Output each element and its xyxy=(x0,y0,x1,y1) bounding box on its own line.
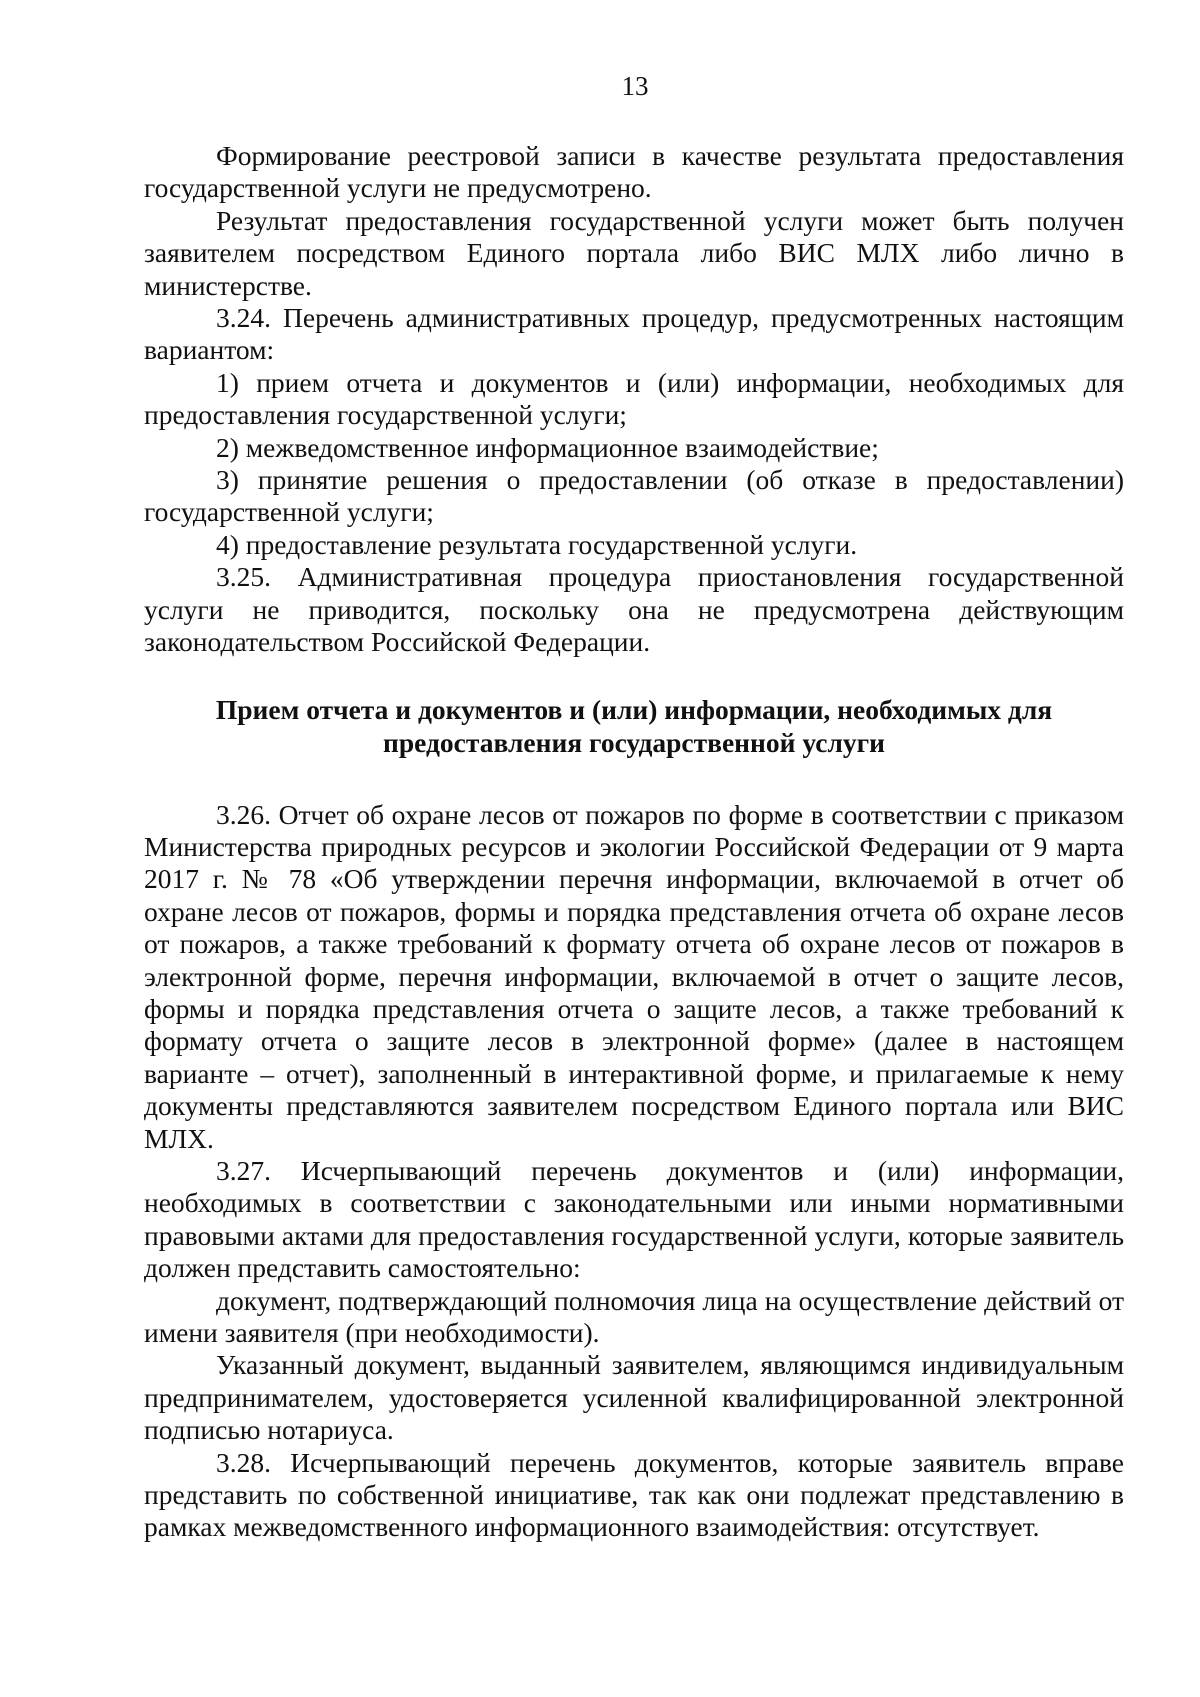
paragraph-3-28: 3.28. Исчерпывающий перечень документов, которые заявитель вправе представить по собственной инициативе, так как они подлежат представлению в рамках межведомственного информационного взаимодействия: отсутствует. xyxy=(144,1446,1124,1543)
paragraph-authority-document: документ, подтверждающий полномочия лица на осуществление действий от имени заявителя (при необходимости). xyxy=(144,1284,1124,1348)
section-heading xyxy=(144,693,1124,759)
paragraph-3-27: 3.27. Исчерпывающий перечень документов и (или) информации, необходимых в соответствии с законодательными или иными нормативными правовыми актами для предоставления государственной услуги, которые заявитель должен представить самостоятельно: xyxy=(144,1154,1124,1284)
list-item-3: 3) принятие решения о предоставлении (об отказе в предоставлении) государственной услуги; xyxy=(144,464,1124,528)
document-body xyxy=(144,140,1124,1544)
paragraph-registry-record: Формирование реестровой записи в качестве результата предоставления государственной услуги не предусмотрено. xyxy=(144,140,1124,204)
list-item-2: 2) межведомственное информационное взаимодействие; xyxy=(216,431,879,463)
paragraph-3-26: 3.26. Отчет об охране лесов от пожаров по форме в соответствии с приказом Министерства природных ресурсов и экологии Российской Федерации от 9 марта 2017 г. № 78 «Об утверждении перечня информации, включаемой в отчет об охране лесов от пожаров, формы и порядка представления отчета об охране лесов от пожаров, а также требований к формату отчета об охране лесов от пожаров в электронной форме, перечня информации, включаемой в отчет о защите лесов, формы и порядка представления отчета о защите лесов, а также требований к формату отчета о защите лесов в электронной форме» (далее в настоящем варианте – отчет), заполненный в интерактивной форме, и прилагаемые к нему документы представляются заявителем посредством Единого портала или ВИС МЛХ. xyxy=(144,798,1124,1154)
section-heading-line-1: Прием отчета и документов и (или) информации, необходимых для xyxy=(215,693,1053,725)
paragraph-notary-signature: Указанный документ, выданный заявителем, являющимся индивидуальным предпринимателем, удостоверяется усиленной квалифицированной электронной подписью нотариуса. xyxy=(144,1349,1124,1446)
list-item-4: 4) предоставление результата государственной услуги. xyxy=(216,528,858,560)
section-heading-line-2: предоставления государственной услуги xyxy=(383,726,885,758)
paragraph-3-24: 3.24. Перечень административных процедур, предусмотренных настоящим вариантом: xyxy=(144,302,1124,366)
page-number: 13 xyxy=(621,71,649,101)
paragraph-result-delivery: Результат предоставления государственной услуги может быть получен заявителем посредством Единого портала либо ВИС МЛХ либо лично в министерстве. xyxy=(144,204,1124,301)
list-item-1: 1) прием отчета и документов и (или) информации, необходимых для предоставления государственной услуги; xyxy=(144,366,1124,431)
paragraph-3-25: 3.25. Административная процедура приостановления государственной услуги не приводится, поскольку она не предусмотрена действующим законодательством Российской Федерации. xyxy=(144,561,1124,658)
